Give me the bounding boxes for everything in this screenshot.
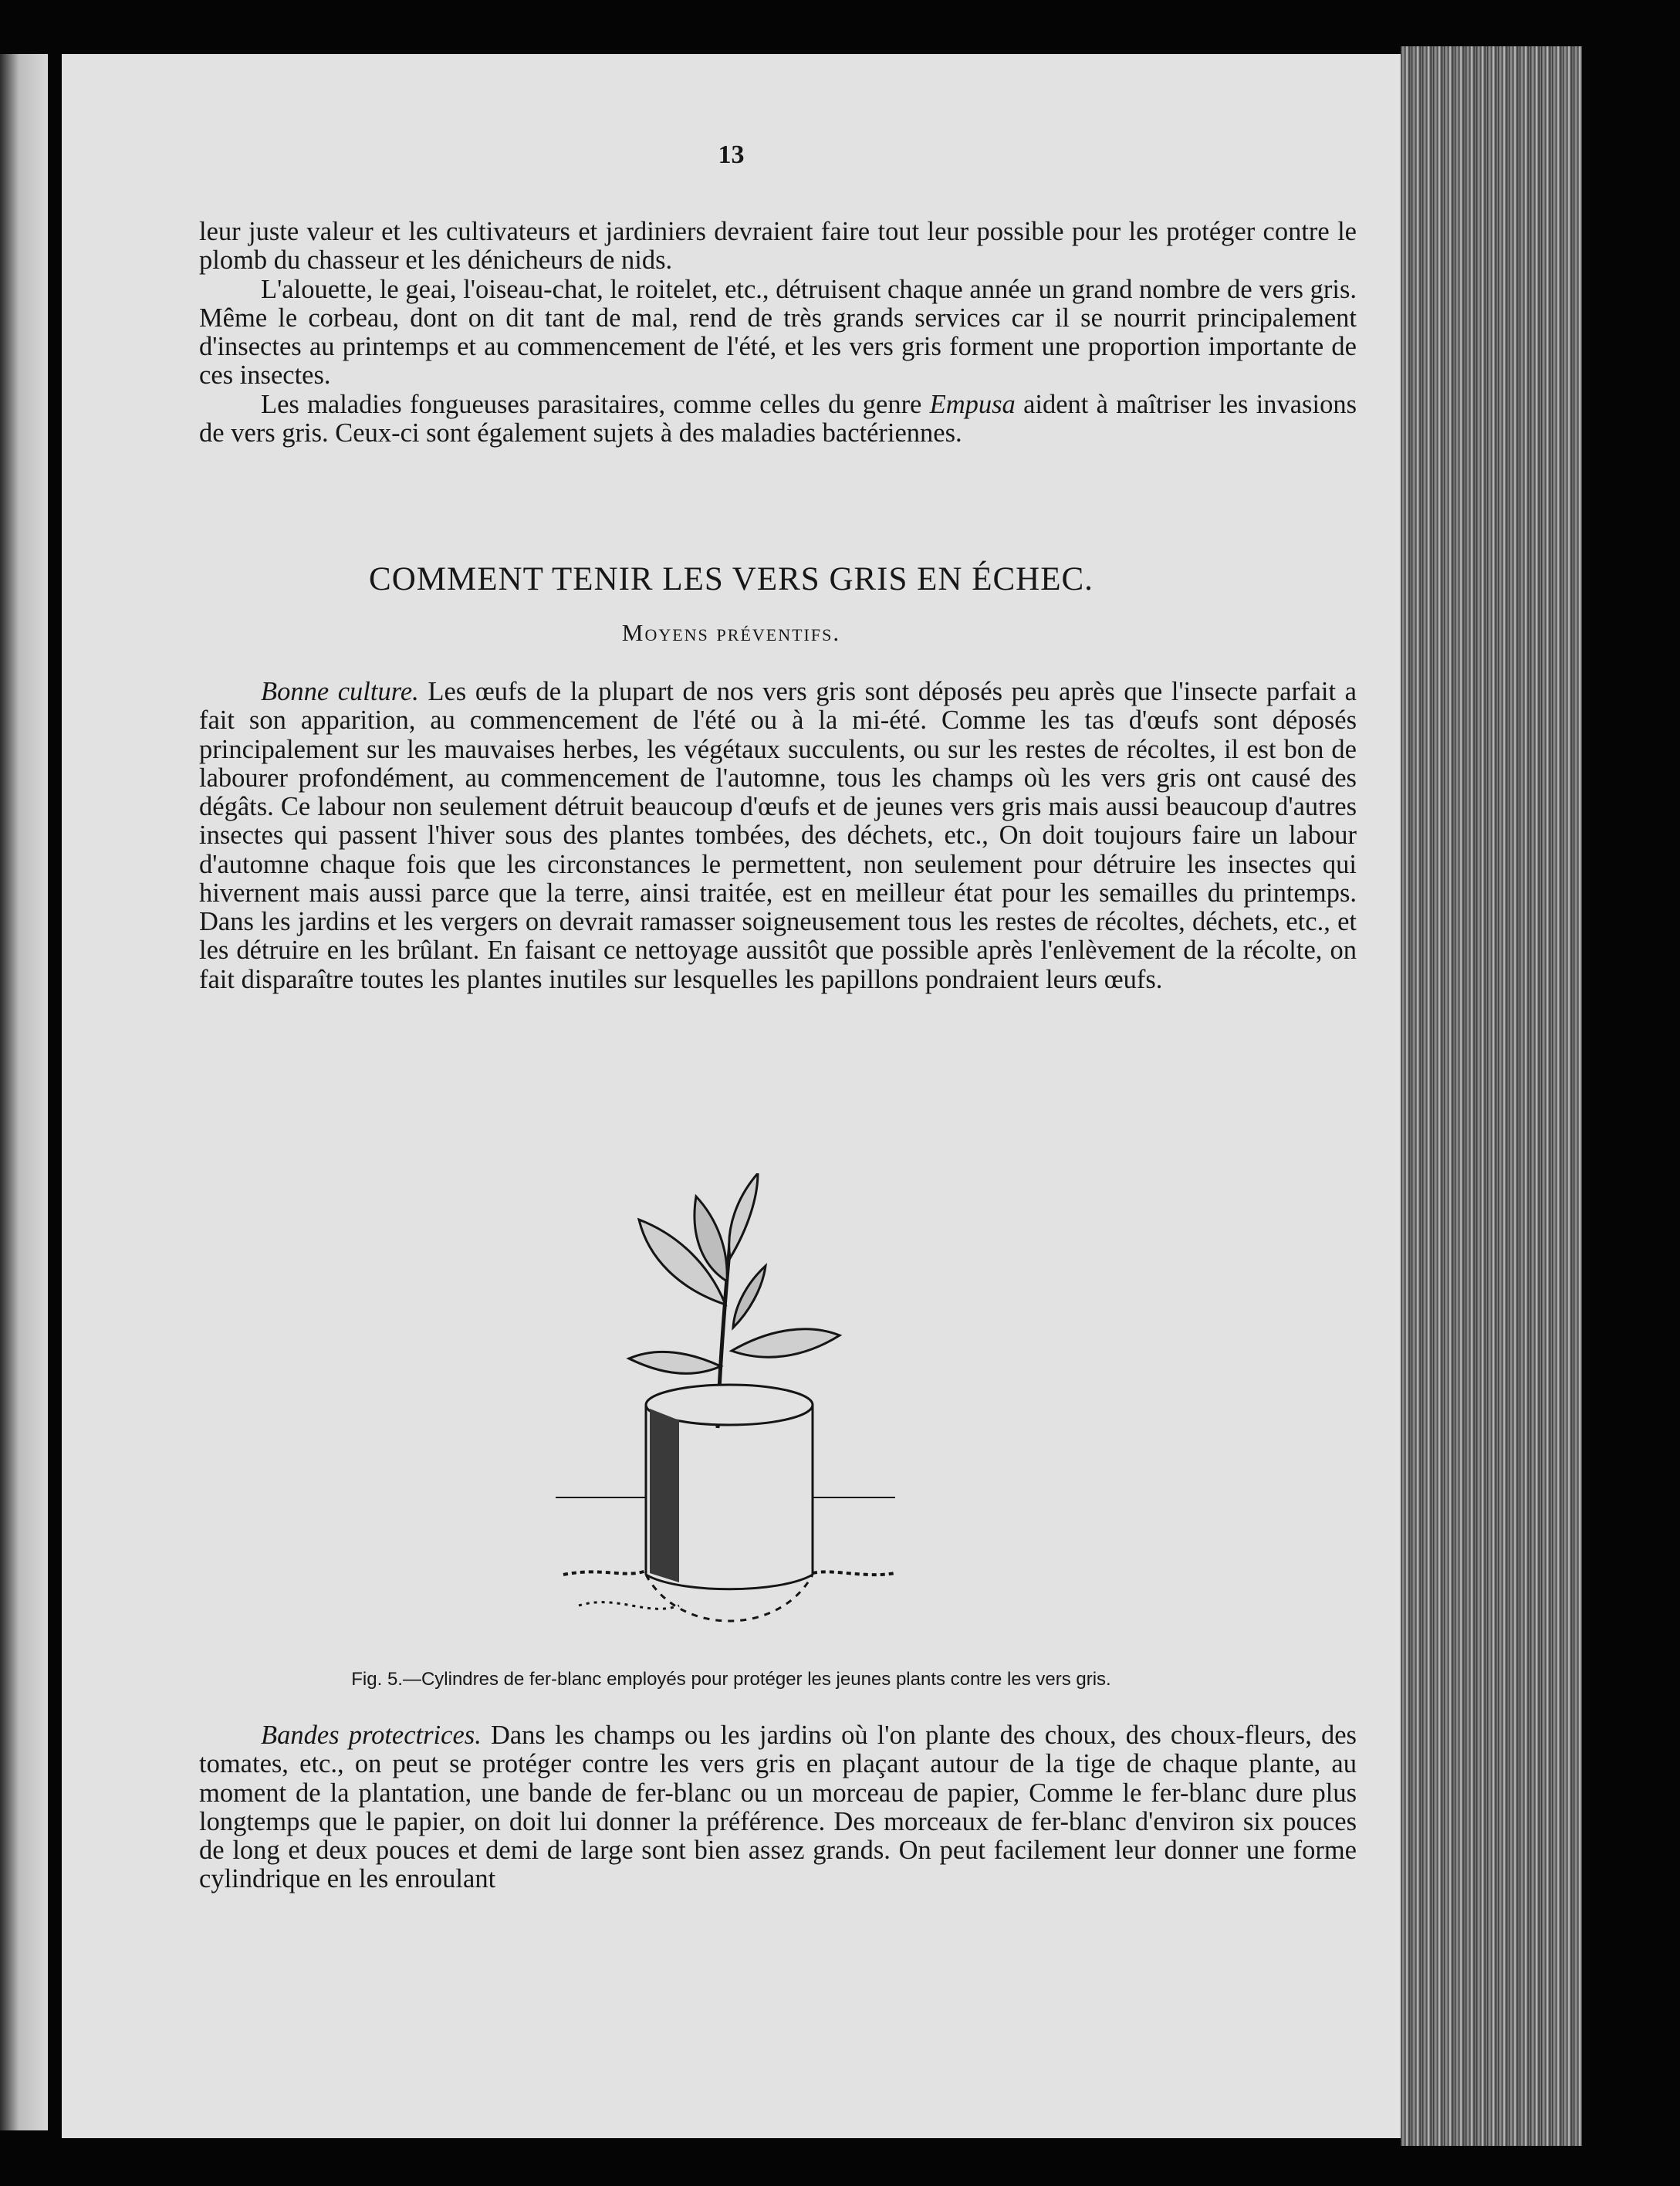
section-title: COMMENT TENIR LES VERS GRIS EN ÉCHEC. (369, 561, 1094, 597)
book-page (62, 54, 1401, 2138)
genus-name: Empusa (929, 389, 1016, 419)
plant-cylinder-illustration (556, 1173, 895, 1629)
paragraph-birds-species: L'alouette, le geai, l'oiseau-chat, le roitelet, etc., détruisent chaque année un grand nombre de vers gris. Même le corbeau, dont on dit tant de mal, rend de très grands services car il se nourrit principalement d'insectes au printemps et au commencement de l'été, et les vers gris forment une proportion importante de ces insectes. (199, 274, 1357, 391)
page-number: 13 (718, 140, 745, 169)
paragraph-birds-value: leur juste valeur et les cultivateurs et jardiniers devraient faire tout leur possible pour les protéger contre le plomb du chasseur et les dénicheurs de nids. (199, 217, 1357, 276)
paragraph-lead: Bonne culture. (261, 677, 419, 706)
good-cultivation-block (199, 678, 1357, 994)
protective-bands-block (199, 1721, 1357, 1894)
subsection-title: Moyens préventifs. (621, 619, 841, 646)
paragraph-fungal-diseases: Les maladies fongueuses parasitaires, comme celles du genre Empusa aident à maîtriser les invasions de vers gris. Ceux-ci sont également sujets à des maladies bactériennes. (199, 389, 1357, 448)
previous-page-edge (0, 54, 48, 2130)
paragraph-lead: Bandes protectrices. (261, 1721, 482, 1750)
paragraph-protective-bands: Bandes protectrices. Dans les champs ou les jardins où l'on plante des choux, des choux-fleurs, des tomates, etc., on peut se protéger contre les vers gris en plaçant autour de la tige de chaque plante, au moment de la plantation, une bande de fer-blanc ou un morceau de papier, Comme le fer-blanc dure plus longtemps que le papier, on doit lui donner la préférence. Des morceaux de fer-blanc d'environ six pouces de long et deux pouces et demi de large sont bien assez grands. On peut facilement leur donner une forme cylindrique en les enroulant (199, 1721, 1357, 1894)
paragraph-good-cultivation: Bonne culture. Les œufs de la plupart de nos vers gris sont déposés peu après que l'insecte parfait a fait son apparition, au commencement de l'été ou à la mi-été. Comme les tas d'œufs sont déposés principalement sur les mauvaises herbes, les végétaux succulents, ou sur les restes de récoltes, il est bon de labourer profondément, au commencement de l'automne, tous les champs où les vers gris ont causé des dégâts. Ce labour non seulement détruit beaucoup d'œufs et de jeunes vers gris mais aussi beaucoup d'autres insectes qui passent l'hiver sous des plantes tombées, des déchets, etc., On doit toujours faire un labour d'automne chaque fois que les circonstances le permettent, non seulement pour détruire les insectes qui hivernent mais aussi parce que la terre, ainsi traitée, est en meilleur état pour les semailles du printemps. Dans les jardins et les vergers on devrait ramasser soigneusement tous les restes de récoltes, déchets, etc., et les détruire en les brûlant. En faisant ce nettoyage aussitôt que possible après l'enlèvement de la récolte, on fait disparaître toutes les plantes inutiles sur lesquelles les papillons pondraient leurs œufs. (199, 677, 1357, 994)
figure-caption: Fig. 5.—Cylindres de fer-blanc employés pour protéger les jeunes plants contre les vers gris. (351, 1669, 1111, 1690)
intro-text-block (199, 218, 1357, 448)
book-page-edges (1401, 46, 1582, 2146)
